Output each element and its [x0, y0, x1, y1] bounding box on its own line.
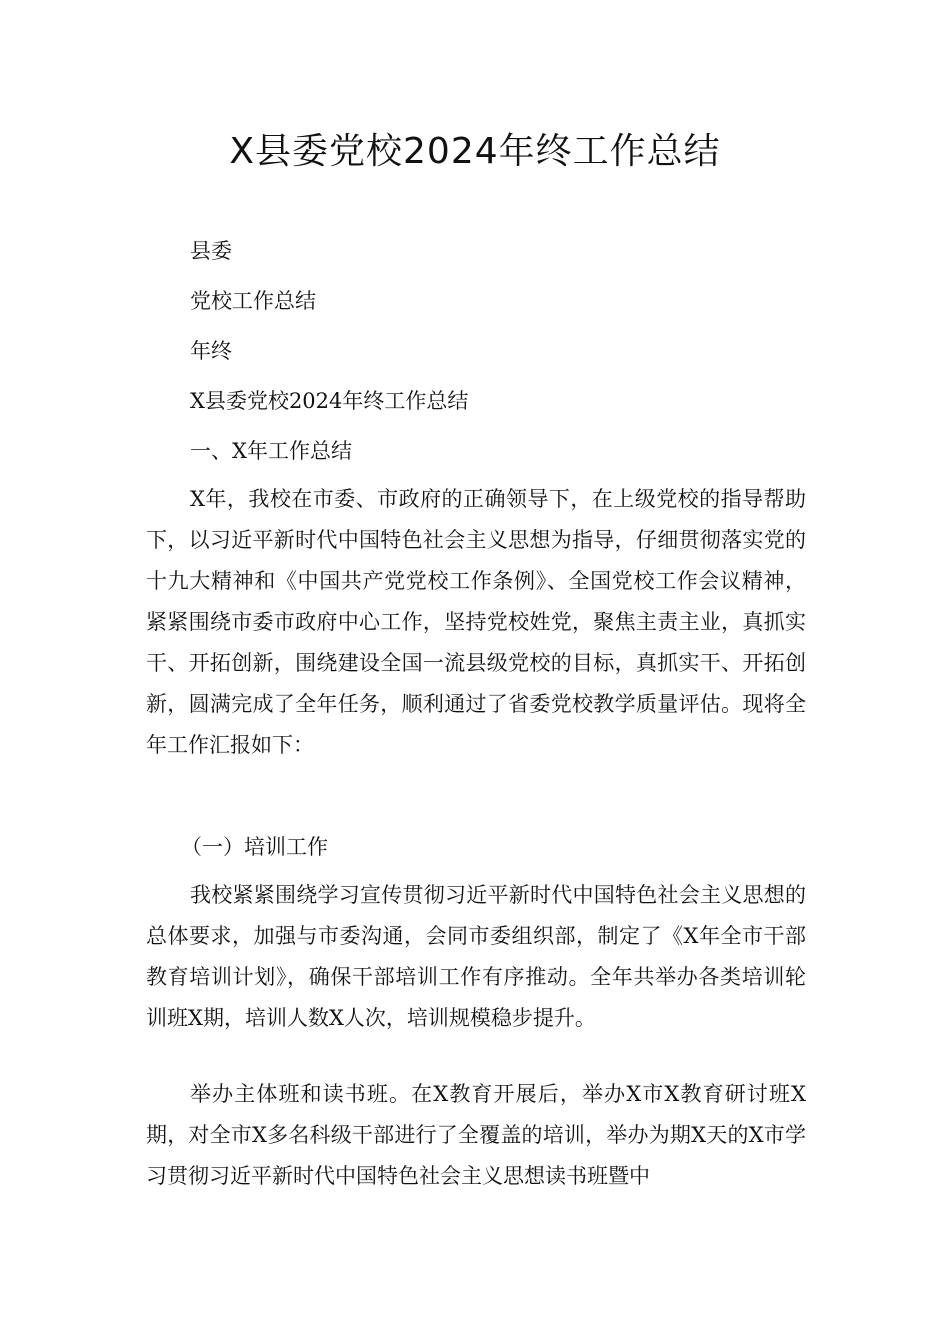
body-paragraph-2: 我校紧紧围绕学习宣传贯彻习近平新时代中国特色社会主义思想的总体要求，加强与市委沟通，会同市委组织部，制定了《X年全市干部教育培训计划》，确保干部培训工作有序推动。全年共举办各类培训轮训班X期，培训人数X人次，培训规模稳步提升。	[146, 883, 806, 1030]
subsection-heading-1: （一）培训工作	[181, 835, 328, 859]
tag-line-3: 年终	[190, 339, 232, 363]
section-heading-1: 一、X年工作总结	[190, 439, 352, 463]
body-paragraph-3: 举办主体班和读书班。在X教育开展后，举办X市X教育研讨班X期，对全市X多名科级干部进行了全覆盖的培训，举办为期X天的X市学习贯彻习近平新时代中国特色社会主义思想读书班暨中	[146, 1082, 806, 1188]
tag-line-1: 县委	[190, 239, 232, 263]
body-paragraph-1: X年，我校在市委、市政府的正确领导下，在上级党校的指导帮助下，以习近平新时代中国特色社会主义思想为指导，仔细贯彻落实党的十九大精神和《中国共产党党校工作条例》、全国党校工作会议精神，紧紧围绕市委市政府中心工作，坚持党校姓党，聚焦主责主业，真抓实干、开拓创新，围绕建设全国一流县级党校的目标，真抓实干、开拓创新，圆满完成了全年任务，顺利通过了省委党校教学质量评估。现将全年工作汇报如下：	[146, 487, 806, 757]
heading-repeat: X县委党校2024年终工作总结	[190, 389, 469, 413]
tag-line-2: 党校工作总结	[190, 289, 316, 313]
document-title: X县委党校2024年终工作总结	[229, 131, 721, 172]
